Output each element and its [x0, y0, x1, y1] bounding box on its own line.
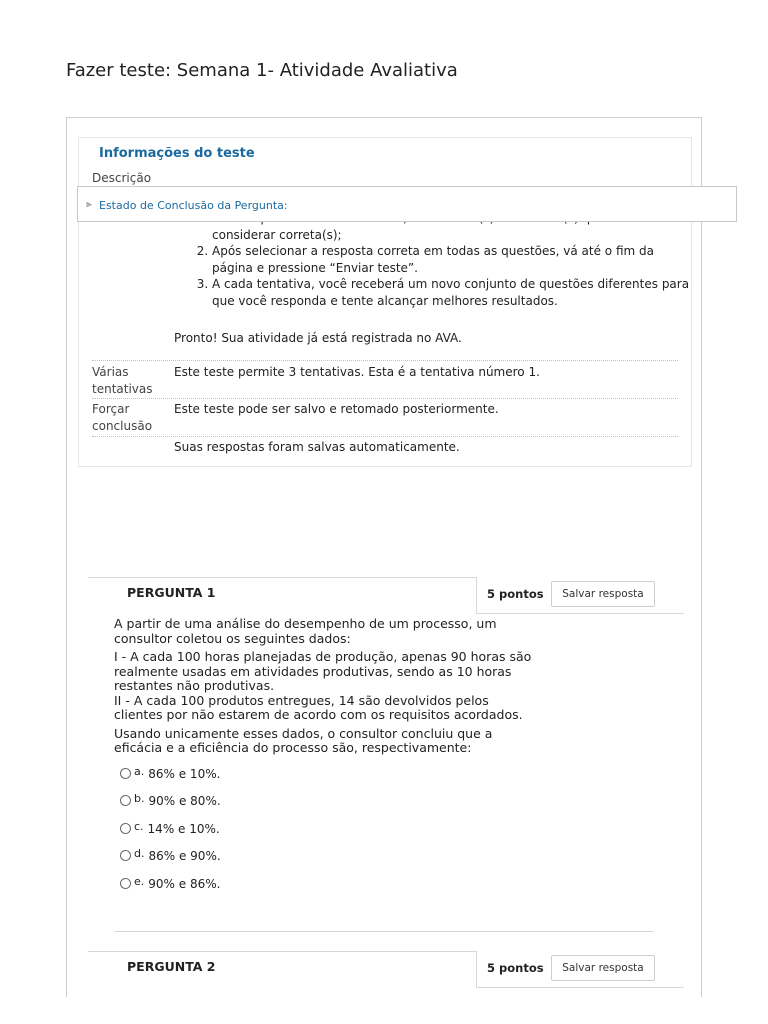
radio-button[interactable]: [120, 878, 131, 889]
attempts-value: Este teste permite 3 tentativas. Esta é a tentativa número 1.: [174, 365, 540, 379]
instructions-viewport: [150, 222, 690, 332]
attempts-label-line: tentativas: [92, 382, 153, 396]
force-completion-value: Este teste pode ser salvo e retomado posteriormente.: [174, 402, 499, 416]
option-text: 86% e 10%.: [148, 767, 221, 781]
question-2-points: 5 pontos: [487, 961, 544, 975]
question-1-title: PERGUNTA 1: [127, 585, 216, 600]
test-info-heading: Informações do teste: [99, 146, 255, 161]
question-1-body: [114, 617, 534, 760]
answer-option-c[interactable]: [120, 822, 220, 836]
option-letter: a.: [134, 765, 145, 778]
ready-message: Pronto! Sua atividade já está registrada no AVA.: [174, 331, 462, 345]
answer-option-a[interactable]: [120, 767, 220, 781]
radio-button[interactable]: [120, 823, 131, 834]
chevron-down-icon: ⫸: [86, 199, 92, 210]
question-paragraph: A partir de uma análise do desempenho de um processo, um consultor coletou os seguintes dados:: [114, 616, 497, 646]
question-paragraph: I - A cada 100 horas planejadas de produção, apenas 90 horas são realmente usadas em atividades produtivas, sendo as 10 horas restantes não produtivas.: [114, 649, 532, 693]
instruction-item: 3. A cada tentativa, você receberá um novo conjunto de questões diferentes para que você responda e tente alcançar melhores resultados.: [212, 276, 692, 309]
row-divider: [92, 398, 678, 399]
force-completion-label: [92, 401, 152, 435]
option-letter: d.: [134, 847, 145, 860]
autosave-message: Suas respostas foram salvas automaticamente.: [174, 440, 460, 454]
question-divider: [114, 931, 654, 932]
row-divider: [92, 360, 678, 361]
instruction-item: 2. Após selecionar a resposta correta em todas as questões, vá até o fim da página e pressione “Enviar teste”.: [212, 243, 692, 276]
question-status-bar[interactable]: [77, 186, 737, 222]
question-1-points: 5 pontos: [487, 587, 544, 601]
description-label: Descrição: [92, 171, 152, 185]
option-letter: b.: [134, 792, 145, 805]
attempts-label-line: Várias: [92, 365, 129, 379]
answer-option-e[interactable]: [120, 877, 220, 891]
attempts-label: [92, 364, 153, 398]
option-text: 86% e 90%.: [148, 849, 221, 863]
answer-option-d[interactable]: [120, 849, 221, 863]
force-completion-label-line: conclusão: [92, 419, 153, 433]
option-letter: e.: [134, 875, 145, 888]
save-answer-button[interactable]: Salvar resposta: [551, 955, 655, 981]
question-paragraph: II - A cada 100 produtos entregues, 14 são devolvidos pelos clientes por não estarem de acordo com os requisitos acordados.: [114, 692, 523, 722]
question-paragraph: Usando unicamente esses dados, o consultor concluiu que a eficácia e a eficiência do processo são, respectivamente:: [114, 725, 493, 755]
instruction-item: 1. considerar correta(s);: [212, 210, 692, 243]
radio-button[interactable]: [120, 850, 131, 861]
force-completion-label-line: Forçar: [92, 402, 130, 416]
radio-button[interactable]: [120, 795, 131, 806]
question-status-label[interactable]: Estado de Conclusão da Pergunta:: [99, 199, 288, 212]
answer-option-b[interactable]: [120, 794, 221, 808]
option-text: 90% e 86%.: [148, 877, 221, 891]
instructions-list: [150, 210, 692, 309]
save-answer-button[interactable]: Salvar resposta: [551, 581, 655, 607]
radio-button[interactable]: [120, 768, 131, 779]
page-title: Fazer teste: Semana 1- Atividade Avaliativa: [66, 60, 458, 81]
option-text: 14% e 10%.: [147, 822, 220, 836]
question-2-title: PERGUNTA 2: [127, 959, 216, 974]
row-divider: [92, 436, 678, 437]
option-letter: c.: [134, 820, 144, 833]
option-text: 90% e 80%.: [148, 794, 221, 808]
